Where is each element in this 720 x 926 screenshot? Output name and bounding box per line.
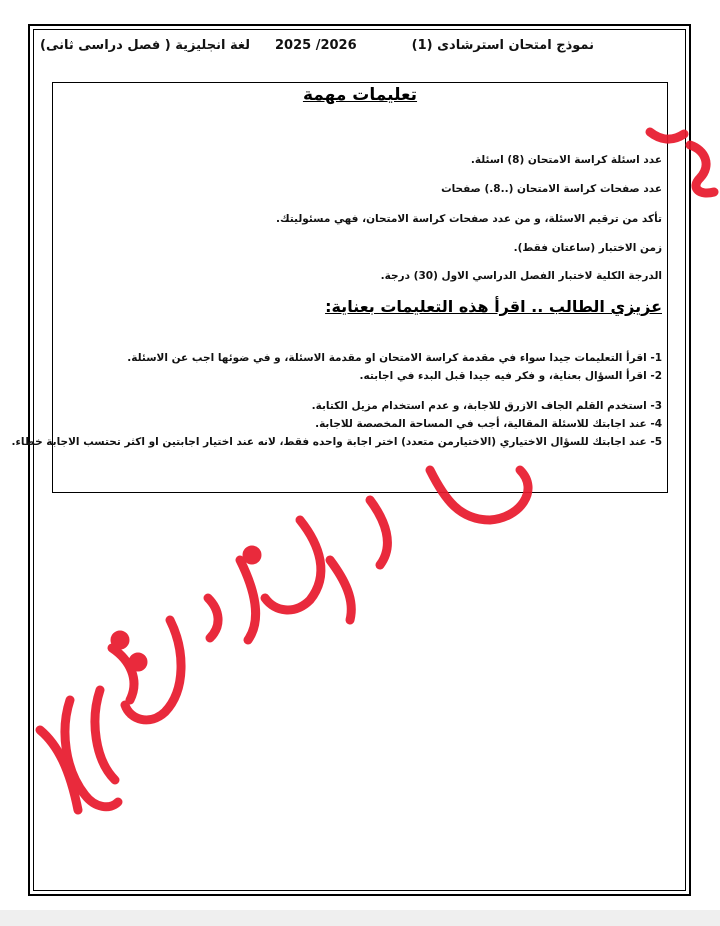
instruction-item: عدد صفحات كراسة الامتحان (..8.) صفحات <box>441 183 662 195</box>
numbered-instruction: 1- اقرأ التعليمات جيدا سواء في مقدمة كراسة الامتحان او مقدمة الاسئلة، و في ضوئها اجب عن الاسئلة. <box>127 352 662 364</box>
exam-model-title: نموذج امتحان استرشادى (1) <box>411 38 594 53</box>
instruction-item: زمن الاختبار (ساعتان فقط). <box>513 242 662 254</box>
academic-year: 2025 /2026 <box>275 38 357 53</box>
instruction-item: تأكد من ترقيم الاسئلة، و من عدد صفحات كراسة الامتحان، فهي مسئوليتك. <box>276 213 662 225</box>
instruction-item: عدد اسئلة كراسة الامتحان (8) اسئلة. <box>470 154 662 166</box>
instruction-item: الدرجة الكلية لاختبار الفصل الدراسي الاول (30) درجة. <box>380 270 662 282</box>
instructions-title: تعليمات مهمة <box>302 85 418 105</box>
numbered-instruction: 4- عند اجابتك للاسئلة المقالية، أجب في المساحة المخصصة للاجابة. <box>315 418 662 430</box>
instructions-box <box>52 82 668 493</box>
numbered-instruction: 3- استخدم القلم الجاف الازرق للاجابة، و عدم استخدام مزيل الكتابة. <box>311 400 662 412</box>
subject-title: لغة انجليزية ( فصل دراسى ثانى) <box>40 38 251 53</box>
numbered-instruction: 2- اقرأ السؤال بعناية، و فكر فيه جيدا قبل البدء في اجابته. <box>359 370 662 382</box>
page-bottom-gap <box>0 910 720 926</box>
student-subheading: عزيزي الطالب .. اقرأ هذه التعليمات بعناية: <box>325 297 662 316</box>
numbered-instruction: 5- عند اجابتك للسؤال الاختياري (الاختيارمن متعدد) اختر اجابة واحده فقط، لانه عند اختيار اجابتين او اكثر تحتسب الاجابة خطاء. <box>11 436 662 448</box>
